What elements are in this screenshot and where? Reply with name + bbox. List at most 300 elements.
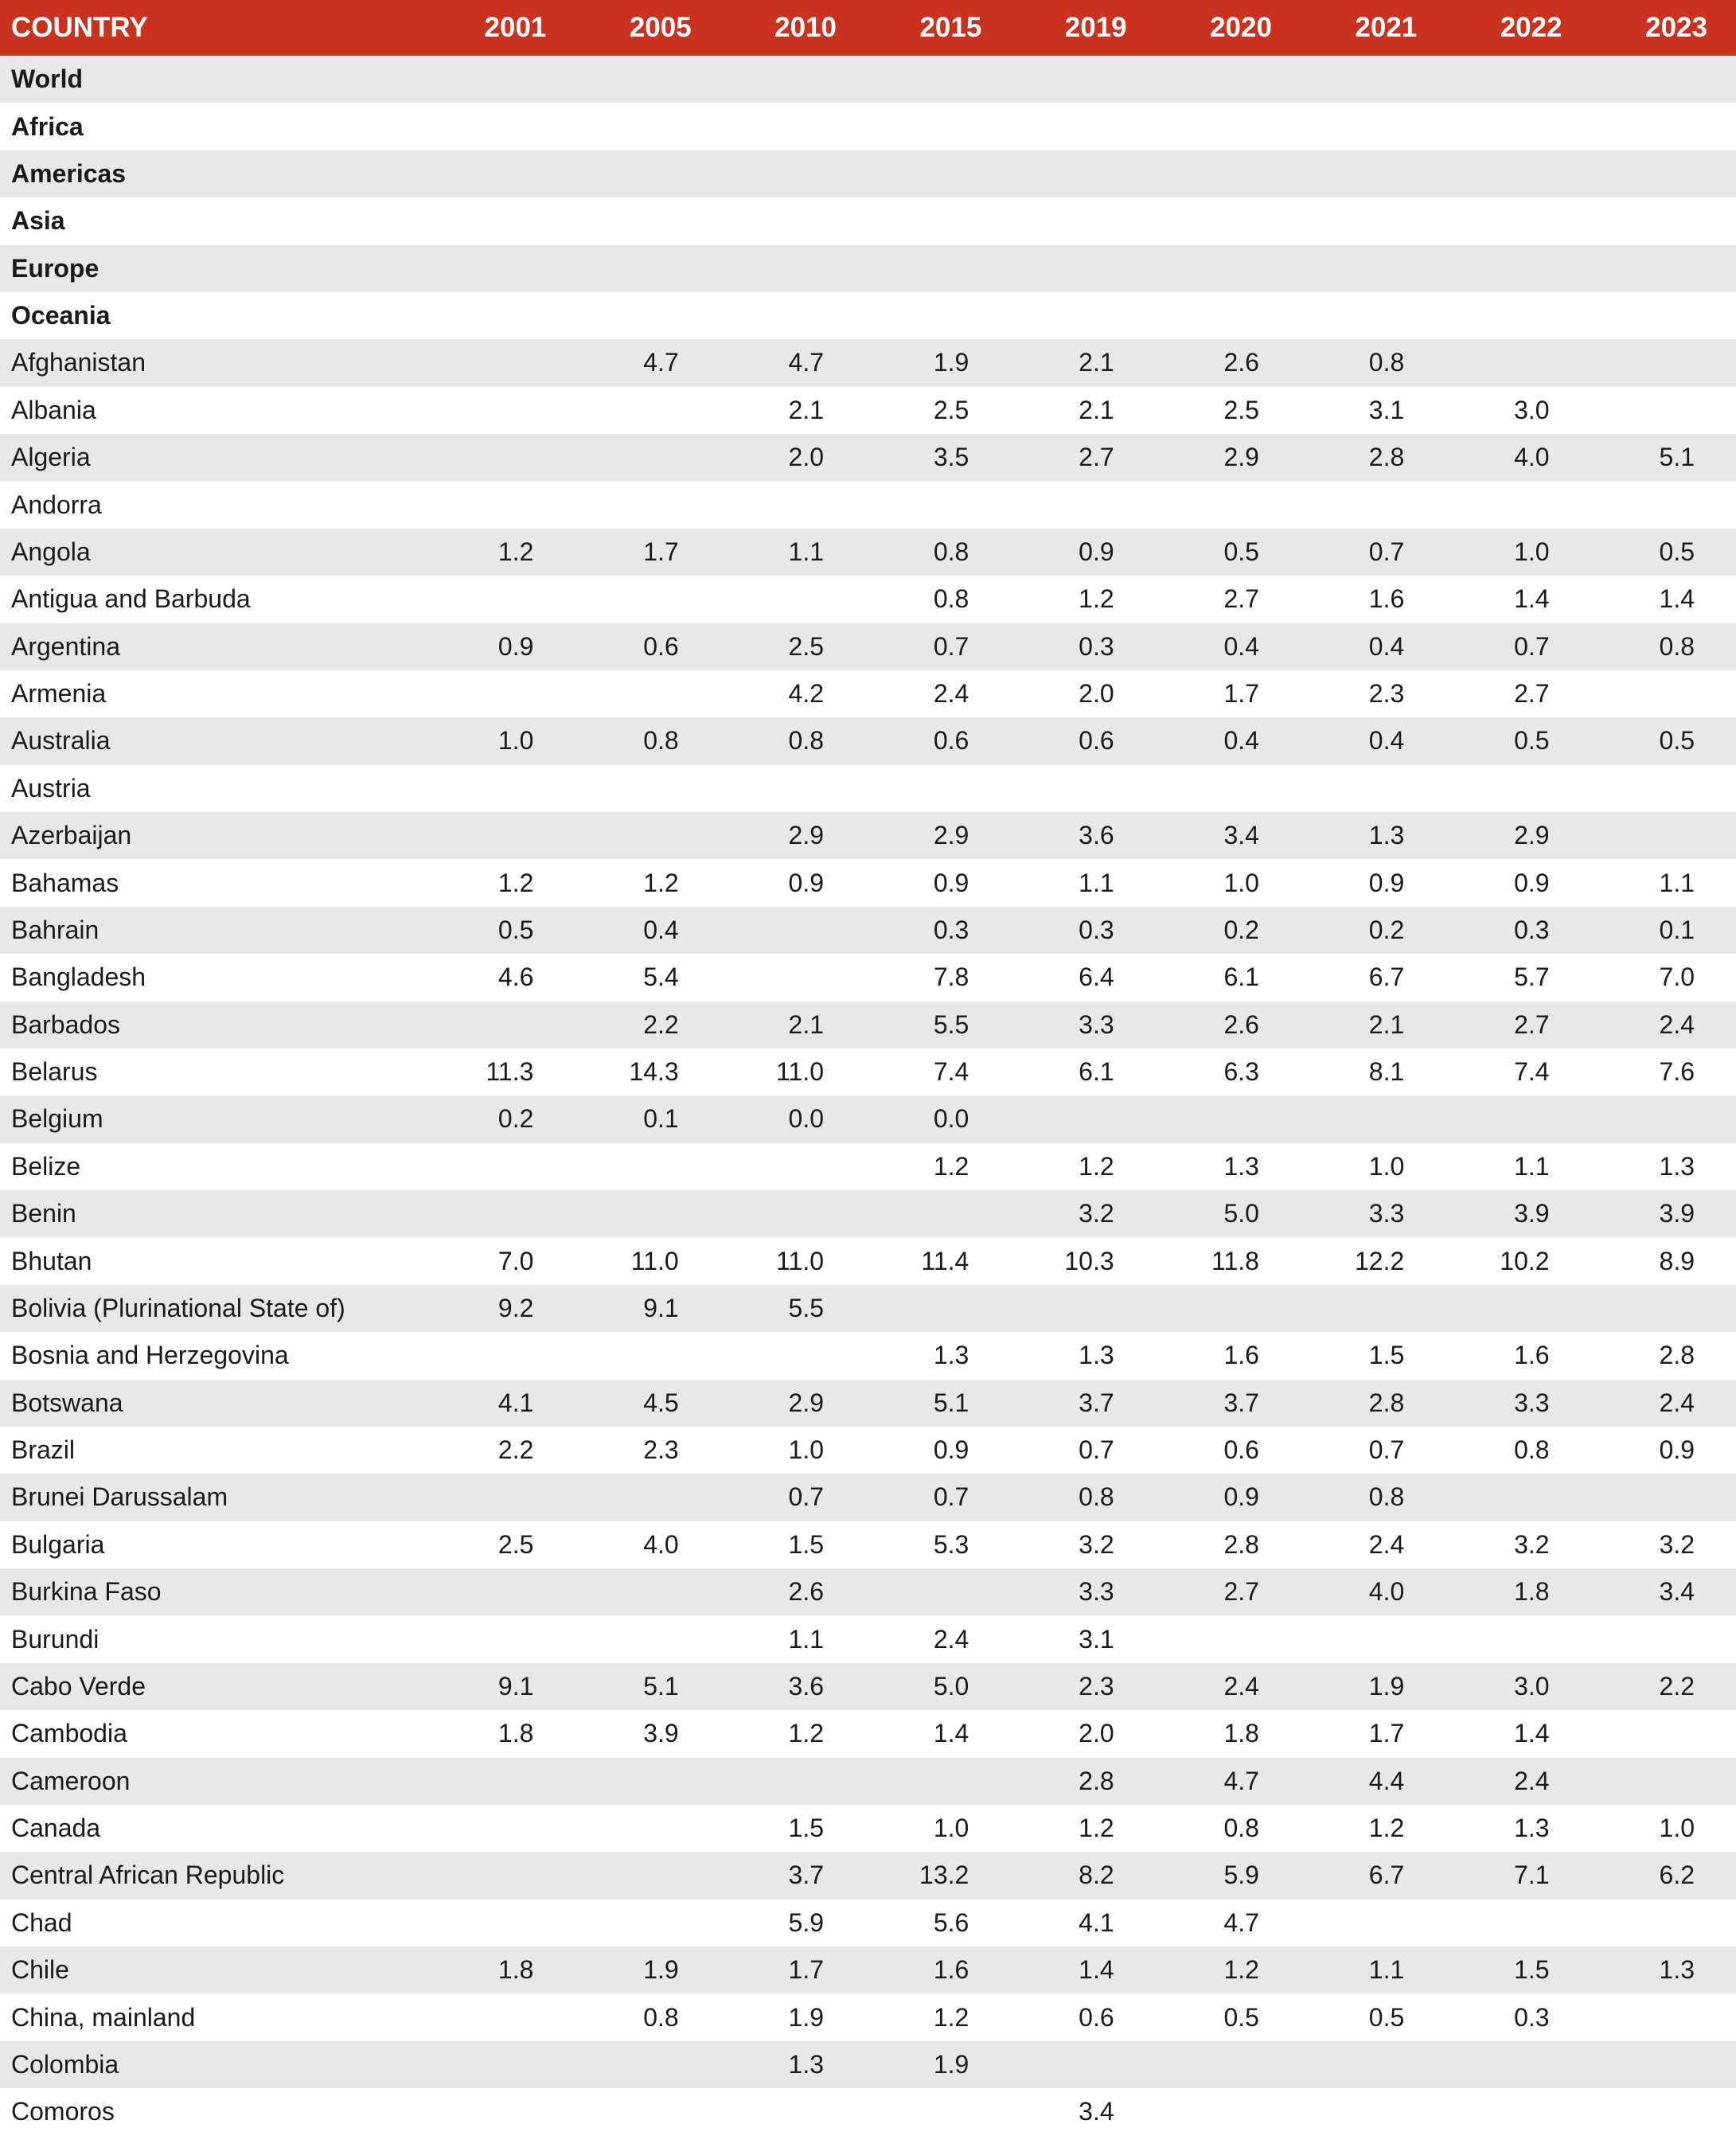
value-cell — [1156, 481, 1301, 528]
country-name: Belarus — [11, 1057, 98, 1087]
value-cell: 5.0 — [933, 1671, 969, 1701]
value-cell — [430, 245, 575, 292]
table-row — [0, 954, 1736, 1001]
table-row — [0, 1758, 1736, 1805]
column-header-year: 2023 — [1645, 12, 1707, 43]
value-cell: 3.2 — [1659, 1529, 1695, 1559]
value-cell: 2.4 — [1659, 1009, 1695, 1039]
country-name: Bahrain — [11, 915, 99, 944]
value-cell: 9.1 — [643, 1293, 679, 1322]
value-cell: 5.1 — [643, 1671, 679, 1701]
value-cell: 11.0 — [776, 1246, 825, 1275]
value-cell — [575, 1190, 720, 1237]
value-cell: 5.9 — [788, 1908, 825, 1937]
table-row — [0, 1900, 1736, 1947]
value-cell: 4.0 — [1368, 1577, 1405, 1607]
value-cell — [575, 1852, 720, 1899]
country-name: Burundi — [11, 1624, 99, 1654]
value-cell — [430, 1900, 575, 1947]
value-cell: 1.3 — [1079, 1341, 1114, 1370]
value-cell — [430, 292, 575, 339]
country-name: Angola — [11, 537, 91, 566]
value-cell: 2.5 — [788, 631, 825, 661]
value-cell — [575, 1332, 720, 1379]
value-cell: 2.0 — [788, 443, 825, 472]
value-cell — [865, 1568, 1010, 1615]
value-cell: 3.4 — [1079, 2097, 1114, 2126]
table-row — [0, 907, 1736, 954]
value-cell: 13.2 — [919, 1861, 969, 1890]
country-name: Colombia — [11, 2049, 119, 2079]
value-cell — [1445, 1615, 1590, 1662]
value-cell: 0.3 — [1079, 915, 1114, 944]
value-cell — [430, 1568, 575, 1615]
value-cell — [865, 481, 1010, 528]
value-cell: 0.7 — [1514, 631, 1550, 661]
value-cell: 3.9 — [643, 1719, 679, 1748]
value-cell: 1.9 — [933, 348, 969, 377]
region-row — [0, 103, 1736, 150]
value-cell — [1010, 150, 1155, 197]
value-cell: 1.7 — [1223, 679, 1259, 709]
table-row — [0, 2088, 1736, 2135]
value-cell: 1.8 — [1514, 1577, 1550, 1607]
value-cell: 3.3 — [1079, 1009, 1114, 1039]
value-cell — [1591, 292, 1736, 339]
value-cell: 5.5 — [788, 1293, 825, 1322]
value-cell — [1010, 2041, 1155, 2088]
value-cell: 3.4 — [1659, 1577, 1695, 1607]
value-cell: 1.3 — [933, 1341, 969, 1370]
value-cell — [575, 387, 720, 434]
region-name: Africa — [11, 111, 84, 141]
value-cell: 0.6 — [643, 631, 679, 661]
value-cell — [430, 2041, 575, 2088]
region-name: Americas — [11, 158, 127, 188]
value-cell: 1.2 — [1368, 1814, 1405, 1843]
value-cell — [720, 765, 865, 812]
country-name: Canada — [11, 1814, 101, 1843]
country-name: Andorra — [11, 490, 102, 519]
value-cell: 0.6 — [1223, 1435, 1259, 1465]
value-cell — [1445, 292, 1590, 339]
value-cell: 2.7 — [1514, 1009, 1550, 1039]
table-row — [0, 1521, 1736, 1568]
value-cell — [1445, 103, 1590, 150]
value-cell — [430, 481, 575, 528]
value-cell — [720, 56, 865, 103]
country-name: Central African Republic — [11, 1861, 285, 1890]
value-cell — [575, 765, 720, 812]
value-cell: 1.2 — [1079, 1151, 1114, 1181]
value-cell: 1.3 — [1223, 1151, 1259, 1181]
value-cell: 0.5 — [1514, 726, 1550, 756]
value-cell: 1.0 — [1514, 537, 1550, 566]
value-cell: 2.8 — [1659, 1341, 1695, 1370]
value-cell — [1010, 103, 1155, 150]
value-cell — [1156, 1285, 1301, 1332]
value-cell — [430, 1615, 575, 1662]
value-cell — [1010, 292, 1155, 339]
value-cell — [720, 1758, 865, 1805]
value-cell — [430, 1332, 575, 1379]
value-cell: 11.3 — [486, 1057, 534, 1087]
table-row — [0, 1002, 1736, 1048]
value-cell: 3.3 — [1368, 1199, 1405, 1228]
country-name: Comoros — [11, 2097, 115, 2126]
value-cell: 10.2 — [1500, 1246, 1550, 1275]
value-cell: 7.6 — [1659, 1057, 1695, 1087]
value-cell: 2.6 — [1223, 1009, 1259, 1039]
value-cell: 3.1 — [1368, 395, 1405, 424]
country-name: Argentina — [11, 631, 120, 661]
value-cell: 2.5 — [933, 395, 969, 424]
value-cell: 1.2 — [933, 2002, 969, 2032]
value-cell — [575, 1568, 720, 1615]
value-cell: 4.1 — [1079, 1908, 1114, 1937]
value-cell: 2.8 — [1368, 443, 1405, 472]
value-cell — [1591, 481, 1736, 528]
value-cell — [575, 2088, 720, 2135]
value-cell: 1.1 — [788, 537, 825, 566]
value-cell: 0.0 — [933, 1104, 969, 1134]
table-row — [0, 765, 1736, 812]
value-cell — [575, 150, 720, 197]
value-cell — [430, 150, 575, 197]
value-cell: 1.2 — [497, 537, 534, 566]
country-name: China, mainland — [11, 2002, 196, 2032]
value-cell — [865, 1758, 1010, 1805]
value-cell — [1591, 339, 1736, 386]
column-header-year: 2019 — [1064, 12, 1127, 43]
value-cell: 1.1 — [1079, 868, 1114, 897]
value-cell: 0.6 — [933, 726, 969, 756]
value-cell: 11.4 — [921, 1246, 969, 1275]
value-cell: 0.9 — [1514, 868, 1550, 897]
value-cell: 1.3 — [1659, 1151, 1695, 1181]
region-name: World — [11, 64, 84, 94]
value-cell — [1301, 292, 1445, 339]
value-cell — [720, 1143, 865, 1190]
column-header-year: 2005 — [629, 12, 692, 43]
value-cell: 2.0 — [1079, 1719, 1114, 1748]
value-cell: 1.7 — [1368, 1719, 1405, 1748]
value-cell: 4.1 — [497, 1388, 534, 1417]
value-cell — [1591, 1993, 1736, 2040]
value-cell: 6.2 — [1659, 1861, 1695, 1890]
value-cell: 2.3 — [1079, 1671, 1114, 1701]
value-cell — [1591, 2088, 1736, 2135]
value-cell: 7.1 — [1514, 1861, 1550, 1890]
value-cell: 3.7 — [1079, 1388, 1114, 1417]
value-cell: 7.4 — [1514, 1057, 1550, 1087]
value-cell — [430, 56, 575, 103]
value-cell: 11.0 — [630, 1246, 679, 1275]
value-cell: 1.4 — [933, 1719, 969, 1748]
country-name: Bhutan — [11, 1246, 92, 1275]
value-cell: 11.0 — [776, 1057, 825, 1087]
table-row — [0, 623, 1736, 670]
value-cell — [720, 292, 865, 339]
value-cell — [1301, 1285, 1445, 1332]
value-cell: 0.8 — [643, 2002, 679, 2032]
value-cell: 0.2 — [497, 1104, 534, 1134]
value-cell — [720, 197, 865, 244]
value-cell: 2.9 — [1514, 821, 1550, 850]
value-cell: 0.8 — [788, 726, 825, 756]
value-cell: 5.1 — [1659, 443, 1695, 472]
value-cell: 7.4 — [933, 1057, 969, 1087]
value-cell: 2.1 — [1368, 1009, 1405, 1039]
value-cell: 0.8 — [1079, 1482, 1114, 1512]
region-row — [0, 56, 1736, 103]
value-cell — [430, 1805, 575, 1852]
value-cell: 1.2 — [1223, 1955, 1259, 1985]
value-cell — [430, 2088, 575, 2135]
value-cell — [1156, 292, 1301, 339]
value-cell: 0.1 — [1659, 915, 1695, 944]
country-name: Benin — [11, 1199, 76, 1228]
value-cell: 5.3 — [933, 1529, 969, 1559]
value-cell — [720, 150, 865, 197]
country-name: Bosnia and Herzegovina — [11, 1341, 289, 1370]
value-cell: 2.9 — [788, 821, 825, 850]
value-cell: 0.2 — [1223, 915, 1259, 944]
value-cell: 4.4 — [1368, 1766, 1405, 1795]
value-cell — [1591, 197, 1736, 244]
value-cell — [575, 1758, 720, 1805]
value-cell: 3.5 — [933, 443, 969, 472]
value-cell: 5.5 — [933, 1009, 969, 1039]
value-cell: 6.4 — [1079, 963, 1114, 992]
table-row — [0, 576, 1736, 623]
table-row — [0, 481, 1736, 528]
region-name: Asia — [11, 206, 65, 236]
table-row — [0, 1380, 1736, 1427]
value-cell — [430, 765, 575, 812]
value-cell — [865, 1285, 1010, 1332]
value-cell: 6.7 — [1368, 1861, 1405, 1890]
value-cell — [1591, 1758, 1736, 1805]
value-cell — [1591, 812, 1736, 859]
country-name: Algeria — [11, 443, 91, 472]
value-cell — [430, 670, 575, 717]
value-cell — [720, 245, 865, 292]
value-cell: 1.8 — [1223, 1719, 1259, 1748]
value-cell: 5.4 — [643, 963, 679, 992]
country-name: Belgium — [11, 1104, 103, 1134]
value-cell — [1156, 103, 1301, 150]
value-cell — [720, 576, 865, 623]
country-name: Australia — [11, 726, 111, 756]
country-name: Afghanistan — [11, 348, 146, 377]
country-name: Brunei Darussalam — [11, 1482, 228, 1512]
value-cell: 4.7 — [788, 348, 825, 377]
value-cell: 5.6 — [933, 1908, 969, 1937]
value-cell — [575, 245, 720, 292]
value-cell: 2.3 — [643, 1435, 679, 1465]
value-cell: 2.9 — [788, 1388, 825, 1417]
value-cell — [1591, 2041, 1736, 2088]
region-row — [0, 245, 1736, 292]
value-cell — [575, 56, 720, 103]
value-cell — [720, 481, 865, 528]
value-cell — [575, 481, 720, 528]
value-cell: 0.5 — [1368, 2002, 1405, 2032]
value-cell — [1156, 197, 1301, 244]
value-cell: 2.1 — [1079, 348, 1114, 377]
value-cell — [720, 2088, 865, 2135]
table-row — [0, 434, 1736, 481]
country-name: Bangladesh — [11, 963, 146, 992]
value-cell: 4.6 — [497, 963, 534, 992]
region-row — [0, 292, 1736, 339]
value-cell — [1156, 2088, 1301, 2135]
value-cell: 1.9 — [788, 2002, 825, 2032]
value-cell: 8.2 — [1079, 1861, 1114, 1890]
value-cell: 4.5 — [643, 1388, 679, 1417]
value-cell: 2.0 — [1079, 679, 1114, 709]
value-cell: 10.3 — [1064, 1246, 1114, 1275]
value-cell — [1445, 2088, 1590, 2135]
value-cell: 0.6 — [1079, 2002, 1114, 2032]
value-cell: 0.8 — [933, 584, 969, 614]
value-cell: 2.1 — [1079, 395, 1114, 424]
table-row — [0, 1474, 1736, 1521]
value-cell: 1.9 — [933, 2049, 969, 2079]
value-cell — [575, 1143, 720, 1190]
value-cell: 3.2 — [1514, 1529, 1550, 1559]
value-cell: 7.0 — [497, 1246, 534, 1275]
value-cell — [575, 1474, 720, 1521]
country-name: Botswana — [11, 1388, 123, 1417]
table-row — [0, 1805, 1736, 1852]
value-cell: 1.0 — [1659, 1814, 1695, 1843]
value-cell: 3.2 — [1079, 1529, 1114, 1559]
value-cell — [1301, 103, 1445, 150]
value-cell — [865, 1190, 1010, 1237]
value-cell: 7.8 — [933, 963, 969, 992]
country-name: Barbados — [11, 1009, 120, 1039]
value-cell: 0.4 — [1223, 631, 1259, 661]
country-name: Cabo Verde — [11, 1671, 146, 1701]
table-row — [0, 339, 1736, 386]
table-row — [0, 1095, 1736, 1142]
value-cell — [1156, 150, 1301, 197]
value-cell: 2.9 — [933, 821, 969, 850]
value-cell — [865, 245, 1010, 292]
value-cell: 1.4 — [1659, 584, 1695, 614]
value-cell — [865, 56, 1010, 103]
value-cell — [575, 292, 720, 339]
value-cell — [1156, 2041, 1301, 2088]
value-cell: 2.1 — [788, 1009, 825, 1039]
value-cell: 6.3 — [1223, 1057, 1259, 1087]
value-cell — [1301, 1615, 1445, 1662]
value-cell: 3.2 — [1079, 1199, 1114, 1228]
value-cell: 7.0 — [1659, 963, 1695, 992]
country-name: Cambodia — [11, 1719, 127, 1748]
value-cell — [1301, 2041, 1445, 2088]
value-cell: 5.7 — [1514, 963, 1550, 992]
value-cell — [1445, 1095, 1590, 1142]
value-cell — [1301, 1900, 1445, 1947]
value-cell — [1591, 387, 1736, 434]
value-cell — [430, 1758, 575, 1805]
table-row — [0, 2041, 1736, 2088]
value-cell: 11.8 — [1211, 1246, 1259, 1275]
value-cell: 8.9 — [1659, 1246, 1695, 1275]
value-cell — [1445, 2041, 1590, 2088]
value-cell: 2.4 — [933, 1624, 969, 1654]
value-cell: 8.1 — [1368, 1057, 1405, 1087]
value-cell — [1591, 1285, 1736, 1332]
value-cell — [720, 954, 865, 1001]
value-cell — [1010, 1285, 1155, 1332]
value-cell: 3.9 — [1514, 1199, 1550, 1228]
value-cell: 3.0 — [1514, 395, 1550, 424]
value-cell — [1010, 481, 1155, 528]
value-cell — [430, 434, 575, 481]
value-cell: 14.3 — [629, 1057, 679, 1087]
value-cell — [1301, 765, 1445, 812]
value-cell: 2.2 — [643, 1009, 679, 1039]
value-cell — [575, 1805, 720, 1852]
value-cell: 0.4 — [1368, 631, 1405, 661]
value-cell — [1445, 245, 1590, 292]
value-cell: 2.4 — [1368, 1529, 1405, 1559]
table-row — [0, 1332, 1736, 1379]
value-cell — [1591, 1474, 1736, 1521]
value-cell — [430, 387, 575, 434]
country-name: Armenia — [11, 679, 107, 709]
value-cell: 5.9 — [1223, 1861, 1259, 1890]
value-cell: 1.7 — [788, 1955, 825, 1985]
value-cell: 0.7 — [1368, 1435, 1405, 1465]
table-row — [0, 1947, 1736, 1993]
value-cell — [1301, 197, 1445, 244]
value-cell: 1.0 — [788, 1435, 825, 1465]
table-row — [0, 717, 1736, 764]
value-cell — [1591, 56, 1736, 103]
value-cell: 0.9 — [1079, 537, 1114, 566]
table-row — [0, 1615, 1736, 1662]
value-cell: 4.7 — [643, 348, 679, 377]
table-header — [0, 0, 1736, 56]
region-row — [0, 197, 1736, 244]
value-cell — [1445, 481, 1590, 528]
value-cell — [575, 197, 720, 244]
value-cell — [1445, 56, 1590, 103]
value-cell — [1445, 1900, 1590, 1947]
value-cell: 0.8 — [1368, 1482, 1405, 1512]
value-cell: 2.2 — [1659, 1671, 1695, 1701]
column-header-year: 2022 — [1500, 12, 1562, 43]
table-row — [0, 812, 1736, 859]
value-cell — [1591, 245, 1736, 292]
value-cell: 1.5 — [1514, 1955, 1550, 1985]
value-cell — [1591, 1710, 1736, 1757]
country-name: Burkina Faso — [11, 1577, 162, 1607]
value-cell — [1301, 481, 1445, 528]
value-cell — [1010, 56, 1155, 103]
value-cell: 0.9 — [788, 868, 825, 897]
value-cell: 1.0 — [1368, 1151, 1405, 1181]
region-name: Oceania — [11, 301, 111, 330]
country-name: Belize — [11, 1151, 81, 1181]
value-cell: 0.1 — [643, 1104, 679, 1134]
value-cell: 1.5 — [1368, 1341, 1405, 1370]
